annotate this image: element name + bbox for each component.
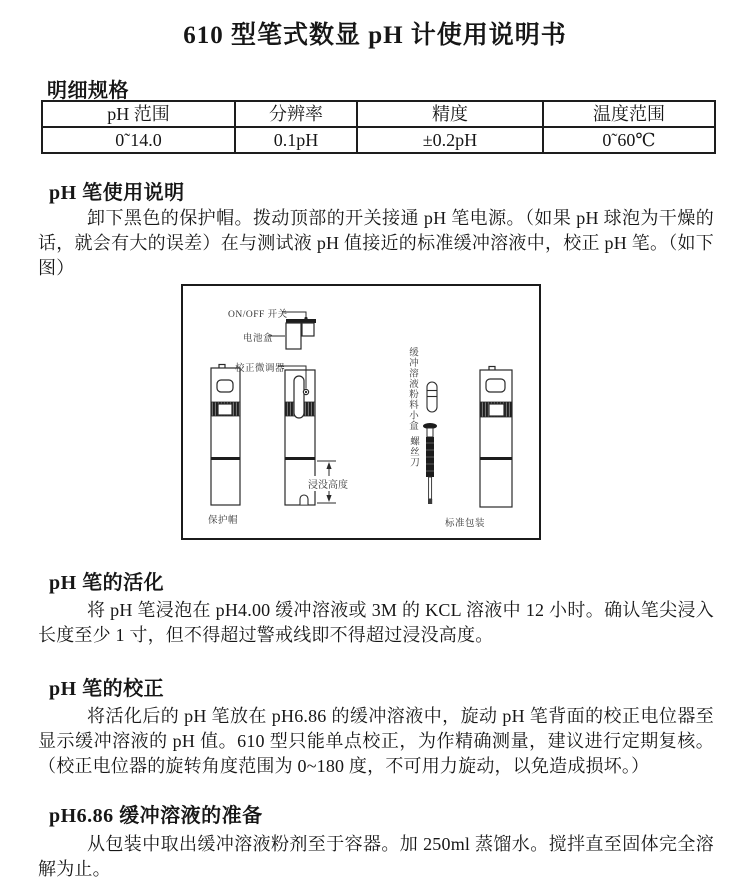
calibration-paragraph: 将活化后的 pH 笔放在 pH6.86 的缓冲溶液中，旋动 pH 笔背面的校正电位器至显示缓冲溶液的 pH 值。610 型只能单点校正，为作精确测量，建议进行定期复核。（校正电位器的旋转角度范围为 0~180 度，不可用力旋动，以免造成损坏。）: [38, 706, 714, 776]
screwdriver-drawing: [423, 423, 437, 504]
screwdriver-label: 螺丝刀: [408, 436, 418, 468]
specs-heading: 明细规格: [47, 80, 129, 102]
buffer-prep-heading: pH6.86 缓冲溶液的准备: [49, 805, 263, 827]
calibration-heading: pH 笔的校正: [49, 678, 165, 700]
battery-label: 电池盒: [243, 334, 274, 344]
immersion-label: 浸没高度: [305, 476, 351, 491]
pen-with-cap-drawing: [211, 365, 240, 506]
spec-header-row: [42, 101, 715, 127]
spec-value-accuracy: ±0.2pH: [357, 127, 543, 153]
spec-header-ph-range: pH 范围: [42, 101, 235, 127]
spec-value-resolution: 0.1pH: [235, 127, 357, 153]
switch-label: ON/OFF 开关: [228, 310, 288, 320]
activation-heading: pH 笔的活化: [49, 572, 165, 594]
spec-header-temp-range: 温度范围: [543, 101, 715, 127]
package-label: 标准包装: [445, 519, 486, 529]
spec-table: [41, 100, 716, 154]
spec-header-resolution: 分辨率: [235, 101, 357, 127]
usage-paragraph: 卸下黑色的保护帽。拨动顶部的开关接通 pH 笔电源。（如果 pH 球泡为干燥的话，就会有大的误差）在与测试液 pH 值接近的标准缓冲溶液中，校正 pH 笔。（如下图）: [38, 208, 714, 278]
instruction-figure: [181, 284, 541, 540]
buffer-prep-paragraph: 从包装中取出缓冲溶液粉剂至于容器。加 250ml 蒸馏水。搅拌直至固体完全溶解为止。: [38, 834, 714, 879]
trimmer-label: 校正微调器: [235, 364, 286, 374]
buffer-capsule-drawing: [427, 382, 437, 412]
spec-value-temp-range: 0˜60℃: [543, 127, 715, 153]
usage-heading: pH 笔使用说明: [49, 182, 185, 204]
spec-header-accuracy: 精度: [357, 101, 543, 127]
spec-value-row: [42, 127, 715, 153]
instruction-diagram: [183, 286, 539, 538]
cap-label: 保护帽: [208, 516, 239, 526]
battery-cap-drawing: [286, 317, 316, 349]
buffer-box-label: 缓冲溶液粉料小盒: [407, 347, 417, 431]
activation-paragraph: 将 pH 笔浸泡在 pH4.00 缓冲溶液或 3M 的 KCL 溶液中 12 小时。确认笔尖浸入长度至少 1 寸，但不得超过警戒线即不得超过浸没高度。: [38, 600, 714, 645]
page-title: 610 型笔式数显 pH 计使用说明书: [183, 22, 567, 49]
pen-packaged-drawing: [480, 367, 512, 508]
spec-value-ph-range: 0˜14.0: [42, 127, 235, 153]
